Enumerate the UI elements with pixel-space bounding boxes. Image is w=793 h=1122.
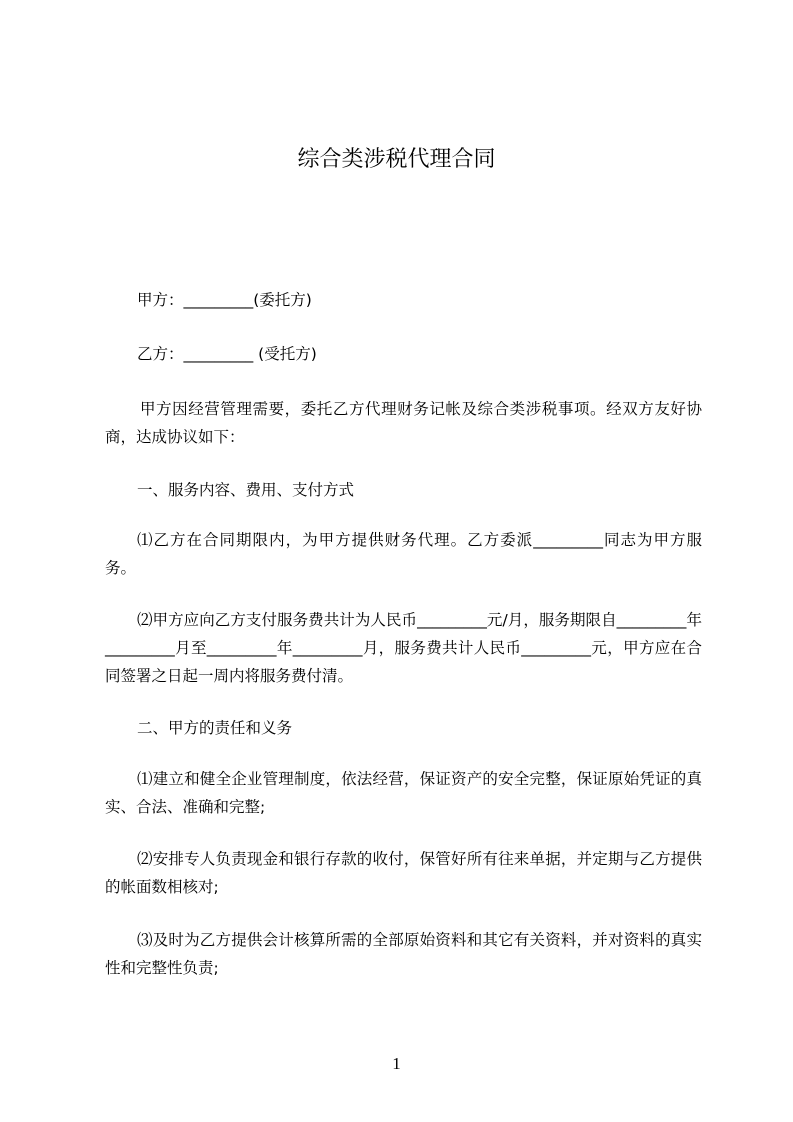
page-number: 1 — [392, 1054, 401, 1073]
section-2-item-2: ⑵安排专人负责现金和银行存款的收付，保管好所有往来单据，并定期与乙方提供的帐面数相核对; — [105, 850, 702, 896]
section-1-item-1: ⑴乙方在合同期限内，为甲方提供财务代理。乙方委派_________同志为甲方服务。 — [105, 531, 702, 577]
party-a-line: 甲方：_________(委托方) — [137, 291, 312, 309]
section-2-item-1: ⑴建立和健全企业管理制度，依法经营，保证资产的安全完整，保证原始凭证的真实、合法、准确和完整; — [105, 770, 702, 816]
section-2-heading: 二、甲方的责任和义务 — [137, 719, 293, 737]
section-1-item-2: ⑵甲方应向乙方支付服务费共计为人民币_________元/月，服务期限自_________年_________月至_________年_________月，服务费共计人民币_________元，甲方应在合同签署之日起一周内将服务费付清。 — [105, 611, 702, 685]
section-2-item-3: ⑶及时为乙方提供会计核算所需的全部原始资料和其它有关资料，并对资料的真实性和完整性负责; — [105, 931, 702, 977]
section-1-heading: 一、服务内容、费用、支付方式 — [137, 481, 355, 499]
party-b-line: 乙方：_________ (受托方) — [137, 345, 317, 363]
document-title: 综合类涉税代理合同 — [297, 147, 496, 172]
intro-paragraph: 甲方因经营管理需要，委托乙方代理财务记帐及综合类涉税事项。经双方友好协商，达成协议如下： — [105, 400, 702, 446]
